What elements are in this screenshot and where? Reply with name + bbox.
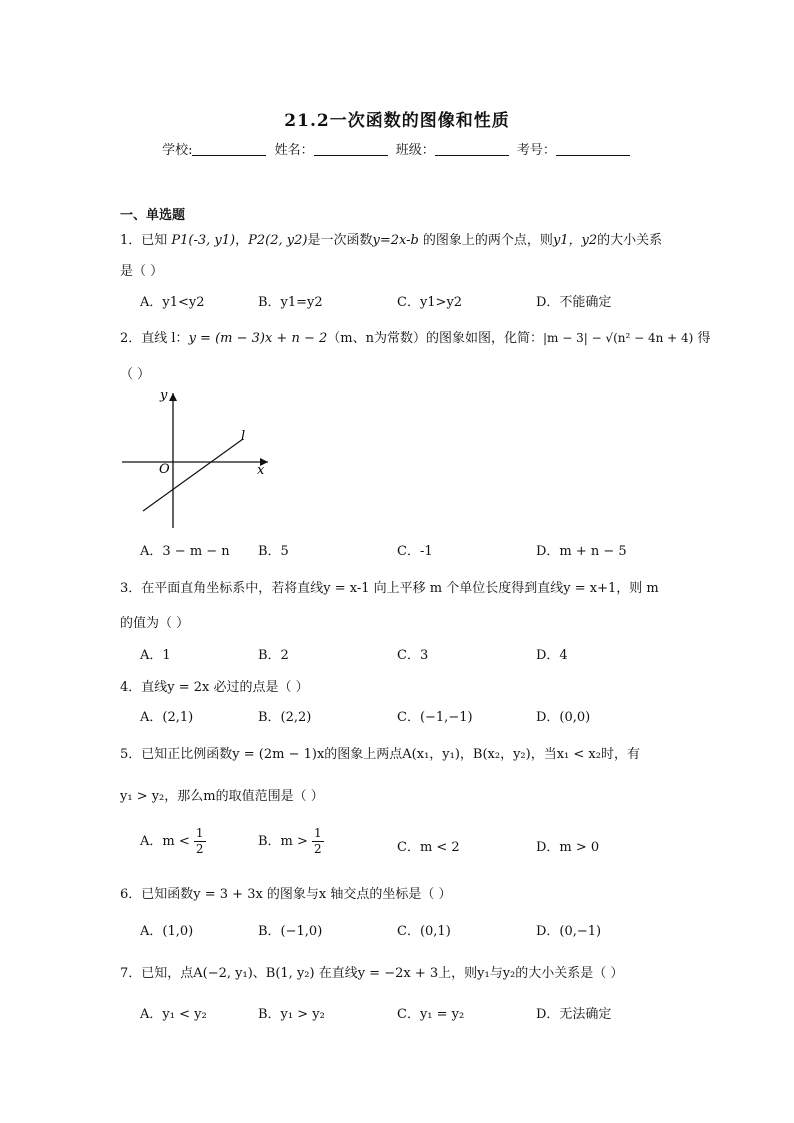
question-5-line2: y₁ > y₂，那么m的取值范围是（ ） [120,789,324,804]
question-7: 7．已知，点A(−2, y₁)、B(1, y₂) 在直线y = −2x + 3上，则y₁与y₂的大小关系是（ ） [120,966,624,981]
section-heading: 一、单选题 [120,208,186,223]
page-title: 21.2一次函数的图像和性质 [284,111,510,131]
q2-equation: y = (m − 3)x + n − 2 [188,331,328,346]
y-axis-label: y [160,388,168,403]
question-2: 2．直线 l：y = (m − 3)x + n − 2（m、n为常数）的图象如图，化简：|m − 3| − √(n² − 4n + 4) 得 [120,331,711,346]
fraction-one-half: $\frac{1}{2}$ [314,826,322,856]
x-axis-label: x [257,463,265,478]
class-field[interactable] [435,142,509,156]
q5-option-c[interactable]: C．m < 2 [397,840,460,855]
name-label: 姓名： [274,143,314,158]
question-1-line2: 是（ ） [120,264,164,279]
class-label: 班级： [395,143,435,158]
q6-option-a[interactable]: A．(1,0) [140,924,194,939]
question-2-line2: （ ） [120,367,151,382]
exam-no-label: 考号： [516,143,556,158]
school-field[interactable] [192,142,266,156]
y-axis-arrow [169,393,177,401]
q3-option-d[interactable]: D．4 [536,648,568,663]
question-5: 5．已知正比例函数y = (2m − 1)x的图象上两点A(x₁，y₁)，B(x₂，y₂)，当x₁ < x₂时，有 [120,747,640,762]
origin-label: O [159,462,170,477]
q6-option-d[interactable]: D．(0,−1) [536,924,602,939]
q7-option-d[interactable]: D．无法确定 [536,1007,612,1022]
line-label: l [241,429,246,444]
name-field[interactable] [314,142,388,156]
q2-option-a[interactable]: A．3 − m − n [140,544,230,559]
q2-expression: |m − 3| − √(n² − 4n + 4) [542,331,694,345]
q1-point-2: P2(2, y2) [248,233,308,248]
q7-option-a[interactable]: A．y₁ < y₂ [140,1007,207,1022]
q6-option-c[interactable]: C．(0,1) [397,924,451,939]
school-label: 学校: [162,143,193,158]
question-3-line2: 的值为（ ） [120,616,190,631]
q1-option-d[interactable]: D．不能确定 [536,295,612,310]
exam-no-field[interactable] [556,142,630,156]
q5-option-b[interactable]: B．m > $\frac{1}{2}$ [258,826,322,856]
question-3: 3．在平面直角坐标系中，若将直线y = x-1 向上平移 m 个单位长度得到直线y = x+1，则 m [120,581,659,596]
q2-option-b[interactable]: B．5 [258,544,289,559]
q6-option-b[interactable]: B．(−1,0) [258,924,323,939]
q2-option-c[interactable]: C．-1 [397,544,433,559]
q1-option-b[interactable]: B．y1=y2 [258,295,323,310]
q1-function: y=2x-b [372,233,419,248]
q7-option-c[interactable]: C．y₁ = y₂ [397,1007,465,1022]
q5-option-a[interactable]: A．m < $\frac{1}{2}$ [140,826,204,856]
q2-option-d[interactable]: D．m + n − 5 [536,544,627,559]
fraction-one-half: $\frac{1}{2}$ [195,826,204,856]
q5-option-d[interactable]: D．m > 0 [536,840,600,855]
q4-option-c[interactable]: C．(−1,−1) [397,710,473,725]
q4-option-b[interactable]: B．(2,2) [258,710,312,725]
q4-option-d[interactable]: D．(0,0) [536,710,591,725]
question-6: 6．已知函数y = 3 + 3x 的图象与x 轴交点的坐标是（ ） [120,887,452,902]
q4-option-a[interactable]: A．(2,1) [140,710,194,725]
q3-option-a[interactable]: A．1 [140,648,171,663]
q1-option-c[interactable]: C．y1>y2 [397,295,463,310]
q1-point-1: P1(-3, y1) [171,233,236,248]
student-info [0,139,794,158]
q3-option-c[interactable]: C．3 [397,648,429,663]
question-1: 1．已知 P1(-3, y1)，P2(2, y2)是一次函数y=2x-b 的图象上的两个点，则y1，y2的大小关系 [120,233,663,248]
q3-option-b[interactable]: B．2 [258,648,289,663]
q2-graph [118,385,278,530]
q1-option-a[interactable]: A．y1<y2 [140,295,205,310]
line-l [143,439,243,511]
q7-option-b[interactable]: B．y₁ > y₂ [258,1007,325,1022]
question-4: 4．直线y = 2x 必过的点是（ ） [120,680,309,695]
